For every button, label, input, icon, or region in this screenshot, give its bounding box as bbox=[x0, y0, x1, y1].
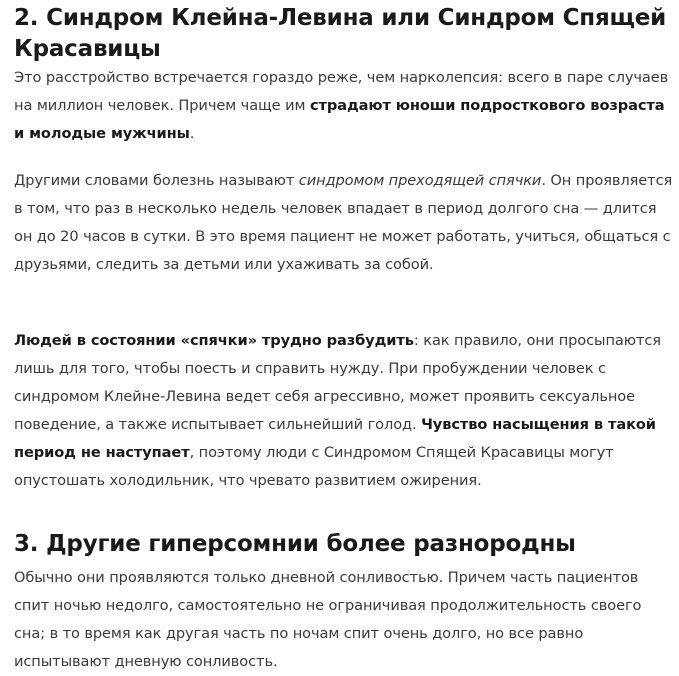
text-run: . bbox=[189, 125, 195, 142]
paragraph-symptoms bbox=[14, 327, 674, 495]
bold-text: Людей в состоянии «спячки» трудно разбудить bbox=[14, 332, 414, 349]
section-heading-kleine-levin: 2. Синдром Клейна-Левина или Синдром Спящей Красавицы bbox=[14, 5, 667, 62]
bold-text: страдают юноши подросткового возраста и молодые мужчины bbox=[14, 97, 665, 142]
text-run: : как правило, они просыпаются лишь для того, чтобы поесть и справить нужду. При пробуждении человек с синдромом Клейне-Левина ведет себя агрессивно, может проявить сексуальное поведение, а также испытывает сильнейший голод. bbox=[14, 332, 661, 433]
text-run: Обычно они проявляются только дневной сонливостью. Причем часть пациентов спит ночью недолго, самостоятельно не ограничивая продолжительность своего сна; в то время как другая часть по ночам спит очень долго, но все равно испытывают дневную сонливость. bbox=[14, 569, 642, 670]
italic-text: синдромом преходящей спячки bbox=[298, 172, 542, 189]
section-heading-other-hypersomnias: 3. Другие гиперсомнии более разнородны bbox=[14, 531, 576, 557]
bold-text: Чувство насыщения в такой период не наступает bbox=[14, 416, 656, 461]
text-run: Это расстройство встречается гораздо реже, чем нарколепсия: всего в паре случаев на миллион человек. Причем чаще им bbox=[14, 69, 669, 114]
paragraph-other-hypersomnias bbox=[14, 564, 674, 676]
paragraph-prevalence bbox=[14, 64, 674, 148]
paragraph-description bbox=[14, 167, 674, 279]
text-run: . Он проявляется в том, что раз в несколько недель человек впадает в период долгого сна — длится он до 20 часов в сутки. В это время пациент не может работать, учиться, общаться с друзьями, следить за детьми или ухаживать за собой. bbox=[14, 172, 673, 273]
text-run: Другими словами болезнь называют bbox=[14, 172, 299, 189]
text-run: , поэтому люди с Синдромом Спящей Красавицы могут опустошать холодильник, что чревато развитием ожирения. bbox=[14, 444, 614, 489]
